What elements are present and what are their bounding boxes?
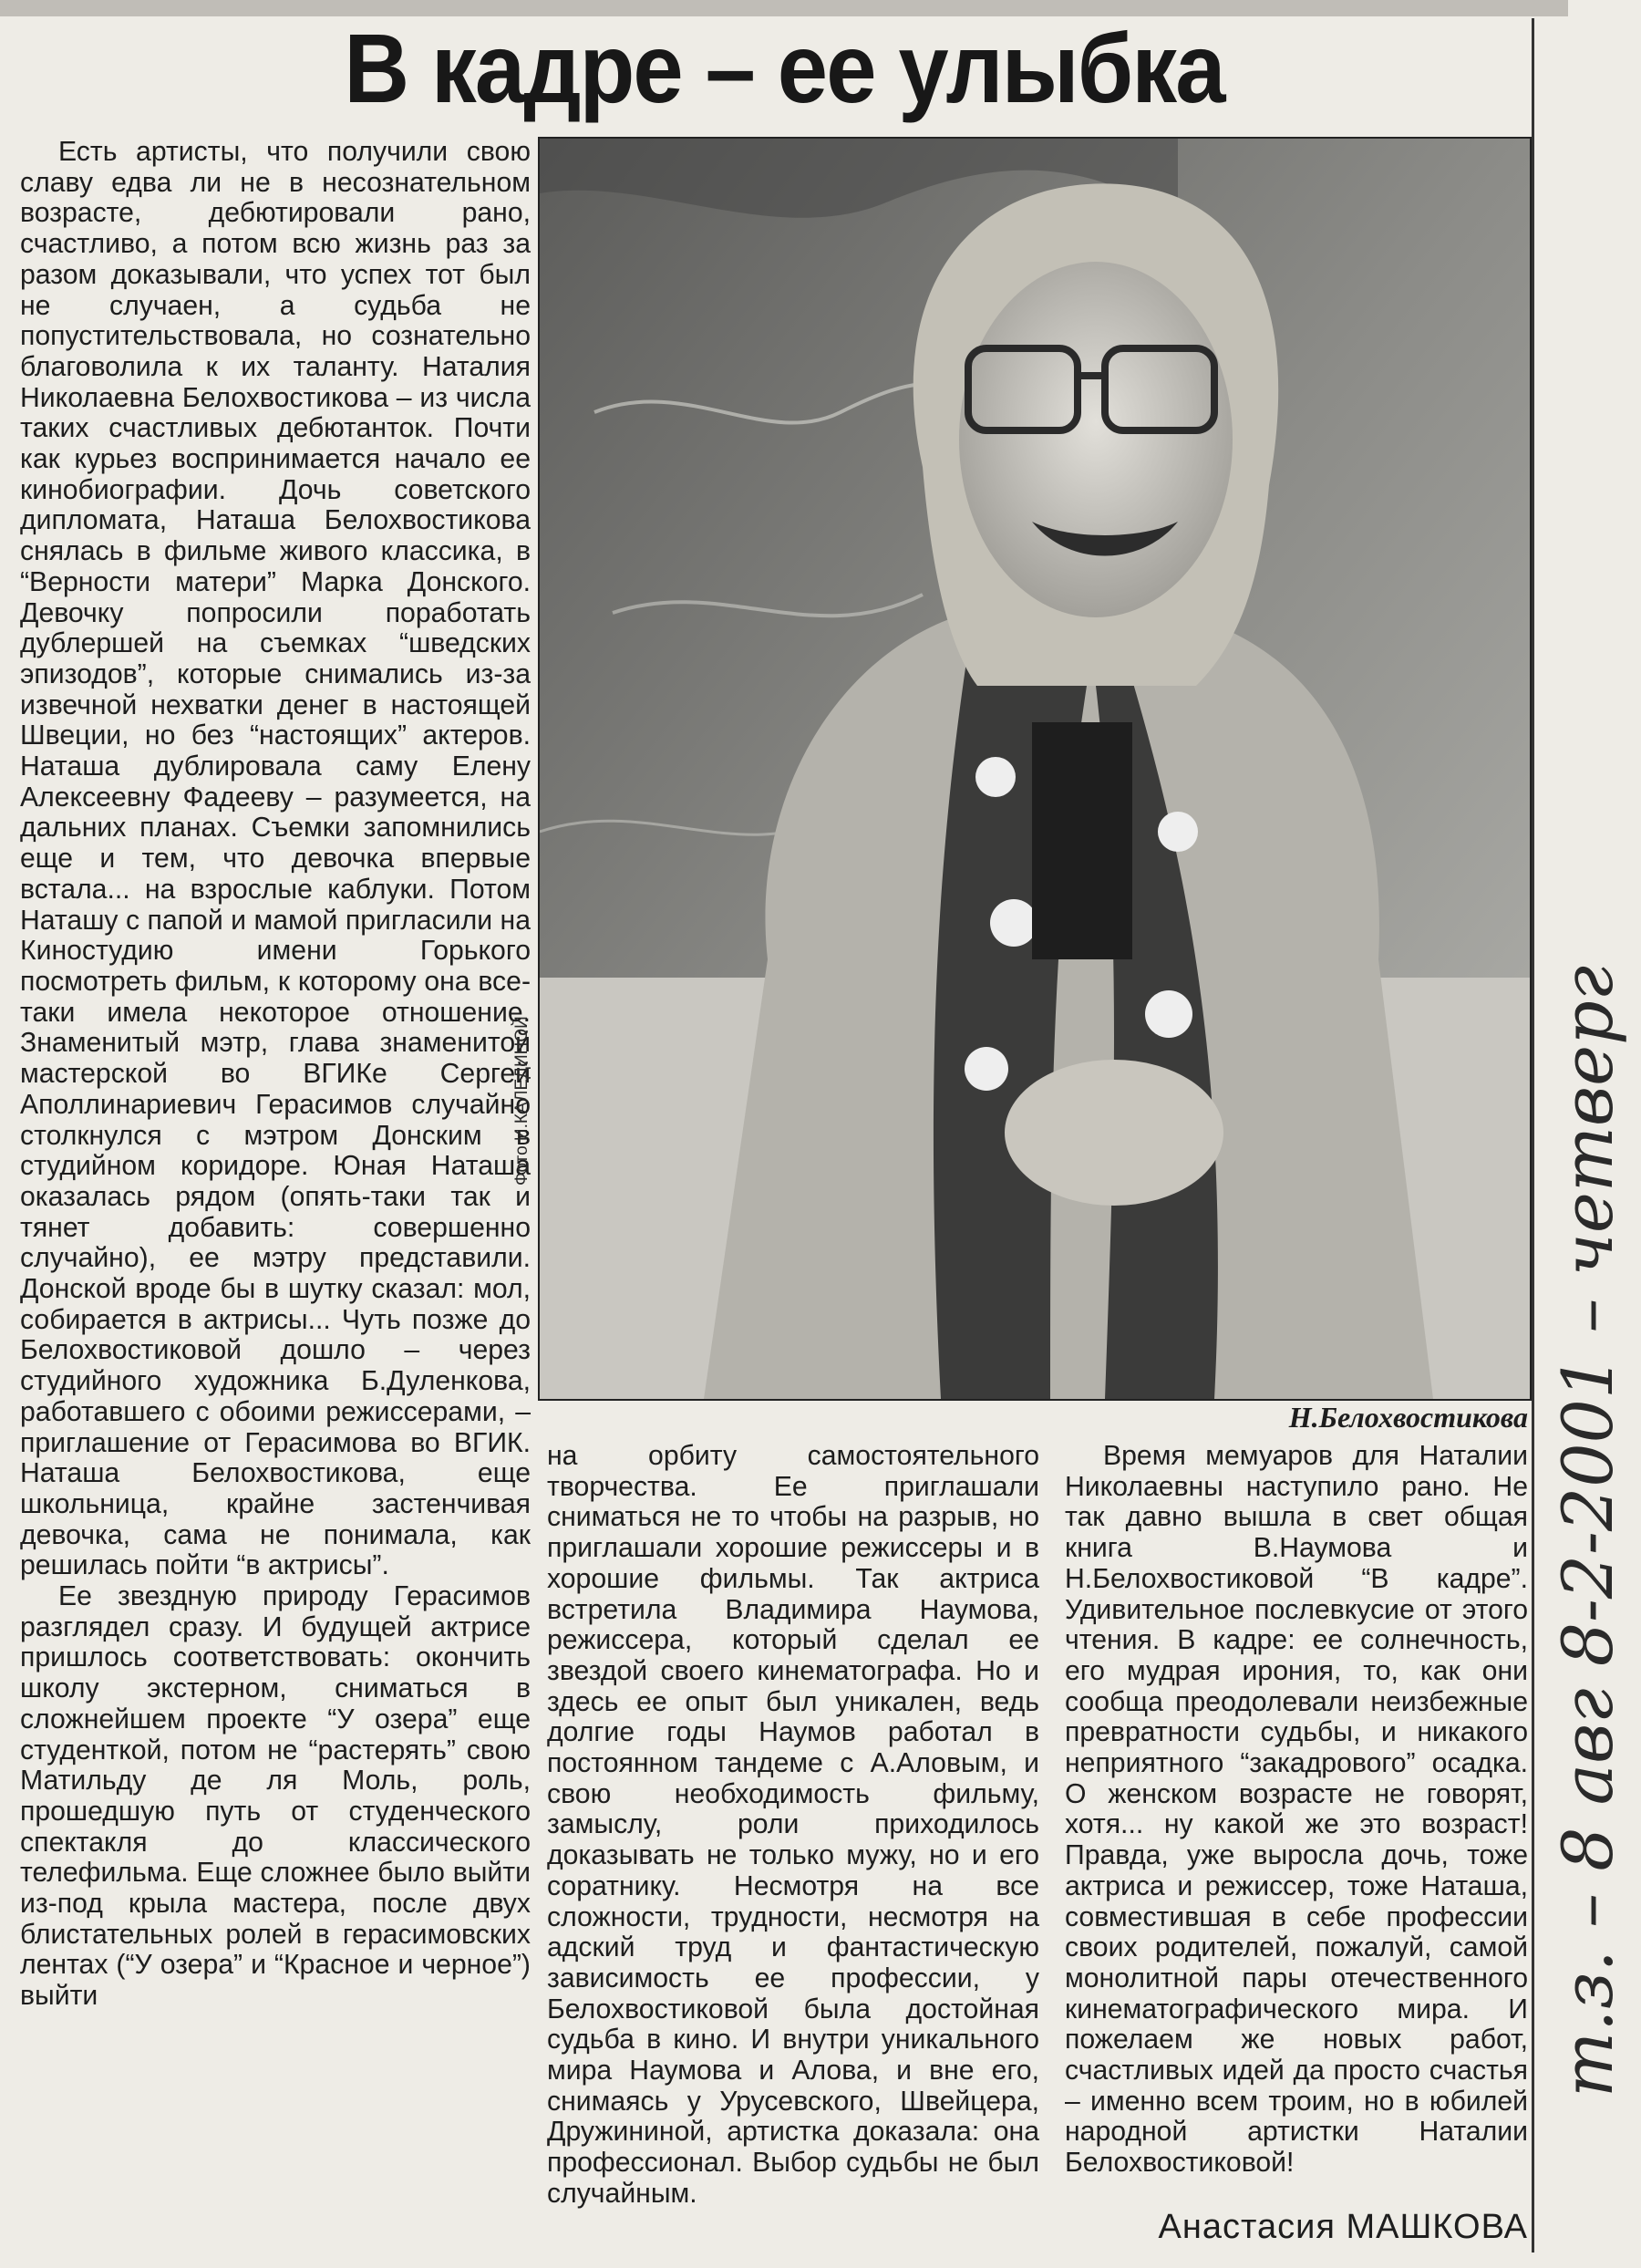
portrait-photo: [538, 137, 1532, 1401]
photo-caption: Н.Белохвостикова: [1288, 1401, 1528, 1434]
photo-credit: Фото И.КАЛЕДИНОЙ: [512, 1016, 532, 1186]
paragraph: Есть артисты, что получили свою славу едва ли не в несознательном возрасте, дебютировали рано, счастливо, а потом всю жизнь раз за разом доказывали, что успех тот был не случаен, а судьба не попустительствовала, но сознательно благоволила к их таланту. Наталия Николаевна Белохвостикова – из числа таких счастливых дебютанток. Почти как курьез воспринимается начало ее кинобиографии. Дочь советского дипломата, Наташа Белохвостикова снялась в фильме живого классика, в “Верности матери” Марка Донского. Девочку попросили поработать дублершей на съемках “шведских эпизодов”, которые снимались из-за извечной нехватки денег в настоящей Швеции, но без “настоящих” актеров. Наташа дублировала саму Елену Алексеевну Фадееву – разумеется, на дальних планах. Съемки запомнились еще и тем, что девочка впервые встала... на взрослые каблуки. Потом Наташу с папой и мамой пригласили на Киностудию имени Горького посмотреть фильм, к которому она все-таки имела некоторое отношение. Знаменитый мэтр, глава знаменитой мастерской во ВГИКе Сергей Аполлинариевич Герасимов случайно столкнулся с мэтром Донским в студийном коридоре. Юная Наташа оказалась рядом (опять-таки так и тянет добавить: совершенно случайно), ее мэтру представили. Донской вроде бы в шутку сказал: мол, собирается в актрисы... Чуть позже до Белохвостиковой дошло – через студийного художника Б.Дуленкова, работавшего с обоими режиссерами, – приглашение от Герасимова во ВГИК. Наташа Белохвостикова, еще школьница, крайне застенчивая девочка, сама не понимала, как решилась пойти “в актрисы”.: [20, 137, 531, 1581]
column-divider: [1532, 18, 1534, 2252]
paragraph: Время мемуаров для Наталии Николаевны наступило рано. Не так давно вышла в свет общая книга В.Наумова и Н.Белохвостиковой “В кадре”. Удивительное послевкусие от этого чтения. В кадре: ее солнечность, его мудрая ирония, то, как они сообща преодолевали неизбежные превратности судьбы, и никакого неприятного “закадрового” осадка. О женском возрасте не говорят, хотя... ну какой же это возраст! Правда, уже выросла дочь, тоже актриса и режиссер, тоже Наташа, совместившая в себе профессии своих родителей, пожалуй, самой монолитной пары отечественного кинематографического мира. И пожелаем же новых работ, счастливых идей да просто счастья – именно всем троим, но в юбилей народной артистки Наталии Белохвостиковой!: [1065, 1441, 1528, 2179]
headline: В кадре – ее улыбка: [344, 13, 1224, 123]
handwritten-date-note: т.з. – 8 авг 8-2-2001 – четверг: [1547, 965, 1628, 2097]
article-column-left: [20, 137, 531, 2012]
portrait-illustration: [540, 139, 1530, 1399]
paragraph: на орбиту самостоятельного творчества. Ее приглашали сниматься не то чтобы на разрыв, но приглашали хорошие режиссеры и в хорошие фильмы. Так актриса встретила Владимира Наумова, режиссера, который сделал ее звездой своего кинематографа. Но и здесь ее опыт был уникален, ведь долгие годы Наумов работал в постоянном тандеме с А.Аловым, и свою необходимость фильму, замыслу, роли приходилось доказывать не только мужу, но и его соратнику. Несмотря на все сложности, трудности, несмотря на адский труд и фантастическую зависимость ее профессии, у Белохвостиковой была достойная судьба в кино. И внутри уникального мира Наумова и Алова, и вне его, снимаясь у Урусевского, Швейцера, Дружининой, артистка доказала: она профессионал. Выбор судьбы не был случайным.: [547, 1441, 1039, 2209]
article-column-middle: [547, 1441, 1039, 2210]
article-column-right: [1065, 1441, 1528, 2179]
author-byline: Анастасия МАШКОВА: [1158, 2208, 1528, 2246]
paragraph: Ее звездную природу Герасимов разглядел сразу. И будущей актрисе пришлось соответствовать: окончить школу экстерном, сниматься в сложнейшем проекте “У озера” еще студенткой, потом не “растерять” свою Матильду де ля Моль, роль, прошедшую путь от студенческого спектакля до классического телефильма. Еще сложнее было выйти из-под крыла мастера, после двух блистательных ролей в герасимовских лентах (“У озера” и “Красное и черное”) выйти: [20, 1581, 531, 2012]
